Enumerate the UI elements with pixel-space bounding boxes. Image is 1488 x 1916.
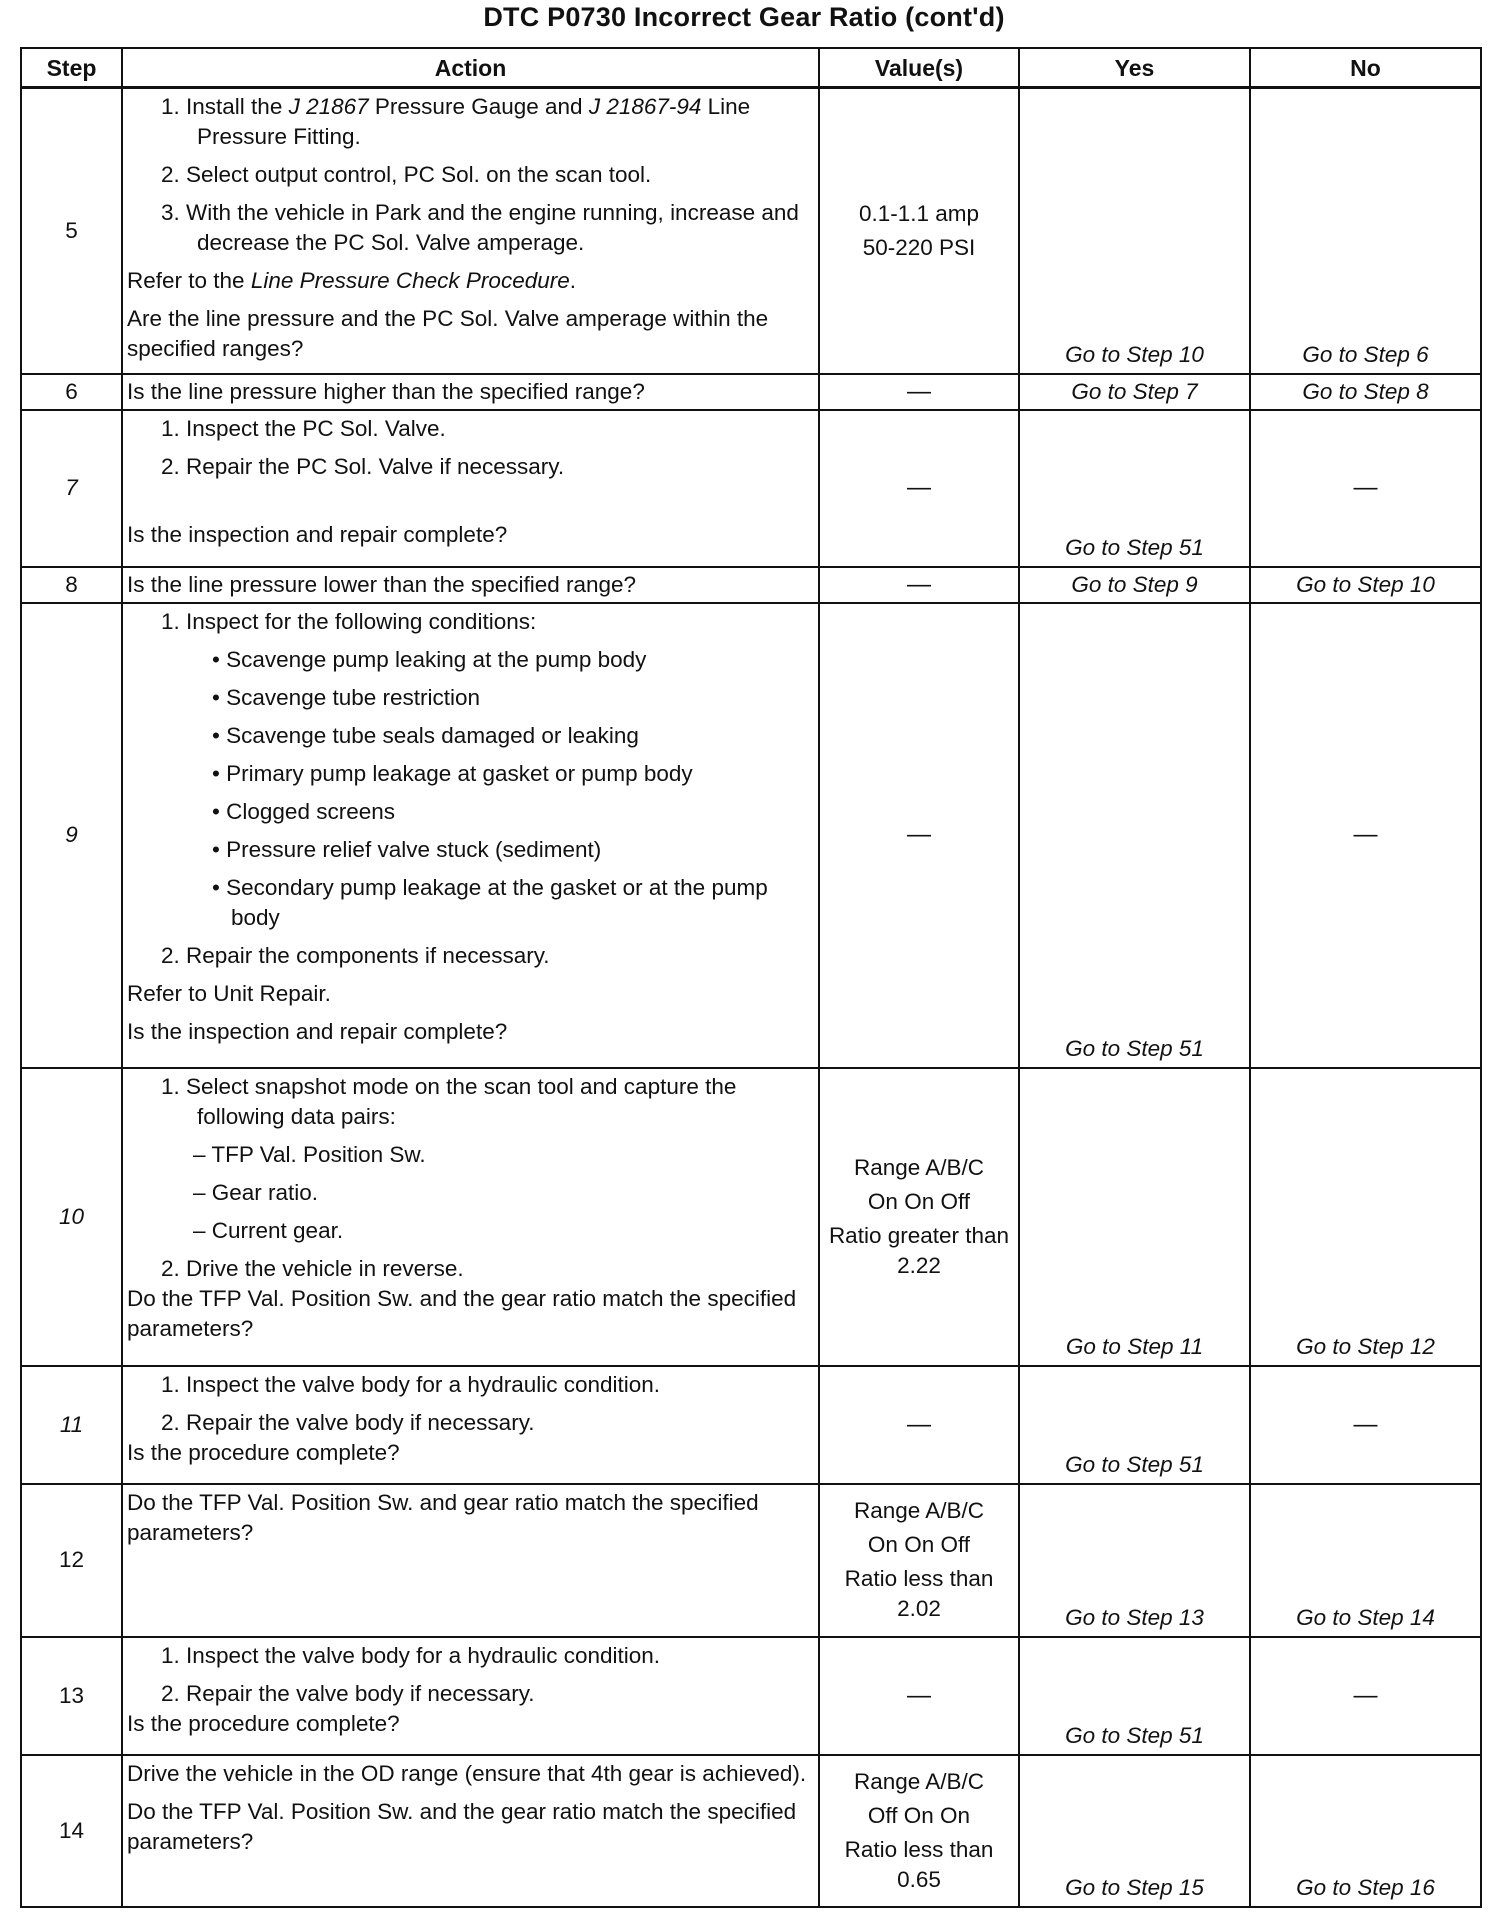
question-text: Are the line pressure and the PC Sol. Valve amperage within the specified ranges?: [127, 306, 769, 361]
step-number: 8: [21, 567, 122, 603]
condition-text: Scavenge tube seals damaged or leaking: [226, 722, 639, 748]
yes-goto: Go to Step 9: [1071, 571, 1198, 597]
no-cell: [1250, 1068, 1481, 1366]
condition-bullet: • Scavenge tube seals damaged or leaking: [212, 722, 639, 748]
step-number: 5: [21, 88, 122, 374]
header-step: Step: [21, 48, 122, 88]
question-text: Is the inspection and repair complete?: [127, 521, 508, 547]
table-row-step-8: [21, 567, 1481, 603]
reference-prefix: Refer to the: [127, 268, 251, 293]
value-amperage: 0.1-1.1 amp: [858, 200, 980, 226]
values-cell: [819, 1637, 1019, 1755]
no-cell: [1250, 1366, 1481, 1484]
table-row-step-14: [21, 1755, 1481, 1907]
value-pressure: 50-220 PSI: [862, 234, 976, 260]
procedure-reference: Line Pressure Check Procedure: [250, 268, 570, 293]
no-dash: —: [1353, 821, 1378, 848]
table-row-step-12: [21, 1484, 1481, 1637]
value-range: Range A/B/C: [853, 1768, 985, 1794]
data-pair-text: Gear ratio.: [211, 1179, 319, 1205]
step-number: 6: [21, 374, 122, 410]
action-text: Pressure Gauge and: [368, 94, 589, 119]
question-text: Do the TFP Val. Position Sw. and gear ratio match the specified parameters?: [127, 1489, 759, 1545]
table-row-step-7: [21, 410, 1481, 567]
yes-cell: [1019, 1366, 1250, 1484]
value-ratio: Ratio less than 0.65: [844, 1836, 994, 1892]
values-cell: [819, 1366, 1019, 1484]
data-pair-item: – Gear ratio.: [193, 1179, 319, 1205]
header-no: No: [1250, 48, 1481, 88]
value-ratio: Ratio less than 2.02: [844, 1566, 994, 1621]
table-row-step-10: [21, 1068, 1481, 1366]
values-cell: [819, 567, 1019, 603]
action-item: 1. Inspect for the following conditions:: [161, 608, 537, 634]
yes-goto: Go to Step 15: [1065, 1874, 1204, 1900]
action-cell: [122, 88, 819, 374]
table-header-row: [21, 48, 1481, 88]
action-text: Line Pressure Fitting.: [197, 94, 751, 149]
action-item: 2. Drive the vehicle in reverse.: [161, 1255, 464, 1281]
condition-text: Primary pump leakage at gasket or pump body: [226, 760, 693, 786]
values-cell: [819, 374, 1019, 410]
question-text: Do the TFP Val. Position Sw. and the gear ratio match the specified parameters?: [127, 1798, 797, 1854]
yes-goto: Go to Step 10: [1065, 341, 1204, 367]
step-number: 9: [21, 603, 122, 1068]
yes-goto: Go to Step 51: [1065, 534, 1204, 560]
action-cell: [122, 603, 819, 1068]
reference-text: [127, 266, 812, 296]
value-switch-states: On On Off: [867, 1532, 971, 1557]
action-item: 2. Select output control, PC Sol. on the scan tool.: [161, 162, 652, 187]
yes-cell: [1019, 1484, 1250, 1637]
condition-text: Pressure relief valve stuck (sediment): [226, 836, 602, 862]
values-cell: [819, 1068, 1019, 1366]
value-range: Range A/B/C: [853, 1498, 985, 1523]
no-cell: [1250, 410, 1481, 567]
action-item: 1. Inspect the valve body for a hydraulic condition.: [161, 1642, 661, 1668]
yes-cell: [1019, 410, 1250, 567]
no-cell: [1250, 1484, 1481, 1637]
condition-bullet: • Pressure relief valve stuck (sediment): [212, 836, 602, 862]
diagnostic-table: [20, 47, 1482, 1908]
question-text: Is the line pressure higher than the specified range?: [127, 378, 645, 404]
no-cell: [1250, 1755, 1481, 1907]
action-text: Install the: [186, 94, 289, 119]
yes-goto: Go to Step 51: [1065, 1451, 1204, 1477]
action-item: 1. Inspect the valve body for a hydraulic condition.: [161, 1371, 661, 1397]
question-text: Do the TFP Val. Position Sw. and the gear ratio match the specified parameters?: [127, 1285, 797, 1341]
no-cell: [1250, 88, 1481, 374]
condition-bullet: • Scavenge tube restriction: [212, 684, 481, 710]
yes-cell: [1019, 1068, 1250, 1366]
data-pair-item: – TFP Val. Position Sw.: [193, 1141, 426, 1167]
action-item: 2. Repair the valve body if necessary.: [161, 1680, 535, 1706]
action-item: 1. Inspect the PC Sol. Valve.: [161, 415, 446, 441]
question-text: Is the inspection and repair complete?: [127, 1018, 508, 1044]
values-cell: [819, 88, 1019, 374]
values-cell: [819, 603, 1019, 1068]
no-dash: —: [1353, 474, 1378, 501]
no-goto: Go to Step 10: [1296, 571, 1435, 597]
page-title: DTC P0730 Incorrect Gear Ratio (cont'd): [483, 2, 1005, 32]
value-dash: —: [907, 821, 931, 848]
no-cell: [1250, 567, 1481, 603]
yes-goto: Go to Step 51: [1065, 1722, 1204, 1748]
step-number: 10: [21, 1068, 122, 1366]
action-cell: [122, 1484, 819, 1637]
data-pair-text: Current gear.: [211, 1217, 344, 1243]
no-dash: —: [1353, 1681, 1378, 1709]
yes-cell: [1019, 567, 1250, 603]
action-cell: [122, 1755, 819, 1907]
no-dash: —: [1353, 1410, 1378, 1438]
action-item: 2. Repair the PC Sol. Valve if necessary.: [161, 453, 565, 479]
header-yes: Yes: [1019, 48, 1250, 88]
yes-cell: [1019, 603, 1250, 1068]
value-range: Range A/B/C: [853, 1154, 985, 1180]
yes-cell: [1019, 88, 1250, 374]
yes-goto: Go to Step 11: [1065, 1333, 1204, 1359]
yes-goto: Go to Step 7: [1071, 378, 1198, 404]
action-cell: [122, 410, 819, 567]
yes-goto: Go to Step 13: [1065, 1604, 1204, 1630]
yes-goto: Go to Step 51: [1065, 1035, 1204, 1061]
reference-suffix: .: [569, 268, 577, 293]
values-cell: [819, 1755, 1019, 1907]
value-switch-states: On On Off: [867, 1188, 971, 1214]
step-number: 11: [21, 1366, 122, 1484]
data-pair-item: – Current gear.: [193, 1217, 344, 1243]
value-dash: —: [907, 570, 931, 598]
spacer: [127, 490, 812, 520]
step-number: 13: [21, 1637, 122, 1755]
no-cell: [1250, 374, 1481, 410]
value-dash: —: [907, 474, 931, 501]
value-dash: —: [907, 377, 931, 405]
value-switch-states: Off On On: [867, 1802, 971, 1828]
no-goto: Go to Step 16: [1296, 1874, 1435, 1900]
action-item: 2. Repair the components if necessary.: [161, 942, 550, 968]
condition-bullet: • Secondary pump leakage at the gasket or at the pump body: [212, 874, 768, 930]
step-number: 14: [21, 1755, 122, 1907]
condition-text: Clogged screens: [226, 798, 395, 824]
table-row-step-6: [21, 374, 1481, 410]
table-row-step-13: [21, 1637, 1481, 1755]
action-item: 3. With the vehicle in Park and the engine running, increase and decrease the PC Sol. Valve amperage.: [161, 200, 799, 255]
action-item: 1. Select snapshot mode on the scan tool and capture the following data pairs:: [161, 1073, 737, 1129]
item-number: 1.: [161, 94, 180, 119]
no-goto: Go to Step 6: [1302, 341, 1429, 367]
action-cell: [122, 374, 819, 410]
yes-cell: [1019, 1755, 1250, 1907]
value-dash: —: [907, 1681, 931, 1709]
table-row-step-9: [21, 603, 1481, 1068]
action-item: 2. Repair the valve body if necessary.: [161, 1409, 535, 1435]
no-cell: [1250, 603, 1481, 1068]
no-goto: Go to Step 8: [1302, 378, 1429, 404]
no-goto: Go to Step 12: [1296, 1333, 1435, 1359]
action-cell: [122, 1068, 819, 1366]
no-cell: [1250, 1637, 1481, 1755]
table-row-step-11: [21, 1366, 1481, 1484]
step-number: 7: [21, 410, 122, 567]
tool-reference: J 21867: [288, 94, 369, 119]
yes-cell: [1019, 374, 1250, 410]
condition-bullet: • Scavenge pump leaking at the pump body: [212, 646, 647, 672]
yes-cell: [1019, 1637, 1250, 1755]
no-goto: Go to Step 14: [1296, 1604, 1435, 1630]
condition-text: Secondary pump leakage at the gasket or at the pump body: [226, 874, 768, 930]
value-ratio: Ratio greater than 2.22: [828, 1222, 1010, 1278]
condition-text: Scavenge tube restriction: [226, 684, 481, 710]
question-text: Is the procedure complete?: [127, 1710, 400, 1736]
action-text: Drive the vehicle in the OD range (ensure that 4th gear is achieved).: [127, 1760, 807, 1786]
action-cell: [122, 1366, 819, 1484]
value-dash: —: [907, 1410, 931, 1438]
action-cell: [122, 567, 819, 603]
action-item: [127, 92, 812, 152]
diagnostic-table-wrapper: [20, 47, 1482, 1908]
condition-bullet: • Primary pump leakage at gasket or pump body: [212, 760, 693, 786]
condition-bullet: • Clogged screens: [212, 798, 395, 824]
step-number: 12: [21, 1484, 122, 1637]
question-text: Is the line pressure lower than the specified range?: [127, 571, 637, 597]
question-text: Is the procedure complete?: [127, 1439, 400, 1465]
values-cell: [819, 1484, 1019, 1637]
reference-text: Refer to Unit Repair.: [127, 980, 331, 1006]
table-row-step-5: [21, 88, 1481, 374]
tool-reference: J 21867-94: [588, 94, 702, 119]
action-cell: [122, 1637, 819, 1755]
header-action: Action: [122, 48, 819, 88]
data-pair-text: TFP Val. Position Sw.: [211, 1141, 426, 1167]
header-values: Value(s): [819, 48, 1019, 88]
values-cell: [819, 410, 1019, 567]
condition-text: Scavenge pump leaking at the pump body: [226, 646, 647, 672]
